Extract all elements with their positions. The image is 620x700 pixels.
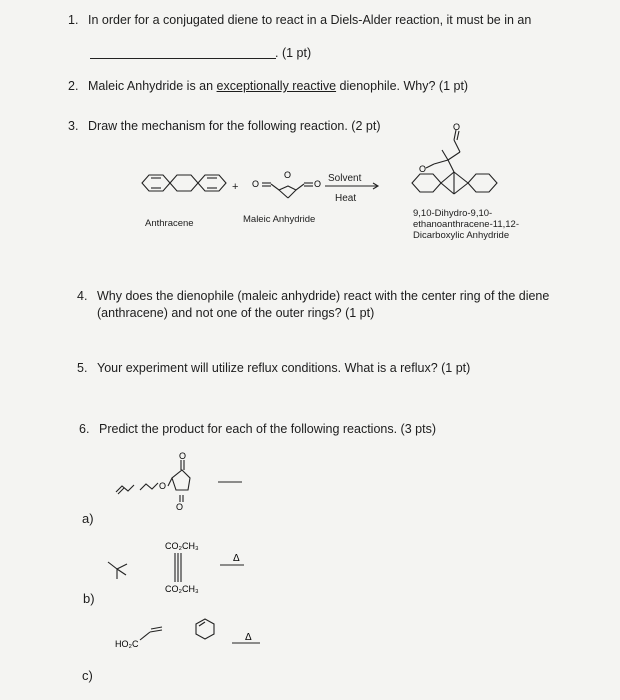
oxygen-label: O — [159, 481, 167, 491]
question-2-text-pre: Maleic Anhydride is an — [88, 79, 217, 93]
question-number: 1. — [68, 13, 79, 27]
oxygen-label: O — [252, 179, 260, 189]
question-4-text-line-1: Why does the dienophile (maleic anhydride) react with the center ring of the diene — [97, 289, 550, 303]
oxygen-label: O — [314, 179, 322, 189]
question-number: 2. — [68, 79, 79, 93]
oxygen-label: O — [176, 502, 184, 512]
question-3-text: Draw the mechanism for the following reaction. (2 pt) — [88, 119, 381, 133]
anthracene-label: Anthracene — [145, 218, 194, 229]
question-5-text: Your experiment will utilize reflux conditions. What is a reflux? (1 pt) — [97, 361, 471, 375]
oxygen-label: O — [179, 451, 187, 461]
product-name-line-3: Dicarboxylic Anhydride — [413, 230, 510, 241]
subpart-a-label: a) — [82, 511, 94, 526]
reaction-b-alkyne — [175, 553, 181, 582]
question-number: 3. — [68, 119, 79, 133]
reaction-a-diene — [116, 483, 158, 494]
plus-sign: + — [232, 181, 239, 193]
reagent-solvent: Solvent — [328, 173, 362, 184]
question-1-points: . (1 pt) — [275, 46, 312, 60]
acid-label: HO₂C — [115, 639, 139, 649]
oxygen-label: O — [284, 170, 292, 180]
reaction-c-cyclohexene — [196, 619, 214, 639]
question-number: 4. — [77, 289, 88, 303]
question-2-emphasis: exceptionally reactive — [216, 79, 337, 93]
reagent-heat: Heat — [335, 193, 357, 204]
question-number: 5. — [77, 361, 88, 375]
maleic-anhydride-label: Maleic Anhydride — [243, 214, 316, 225]
heat-symbol: Δ — [233, 553, 240, 564]
question-number: 6. — [79, 422, 90, 436]
ester-bottom-label: CO₂CH₃ — [165, 584, 199, 594]
ester-top-label: CO₂CH₃ — [165, 541, 199, 551]
question-1-text: In order for a conjugated diene to react in a Diels-Alder reaction, it must be in an — [88, 13, 532, 27]
product-name-line-1: 9,10-Dihydro-9,10- — [413, 208, 493, 219]
question-2-text-post: dienophile. Why? (1 pt) — [336, 79, 469, 93]
reaction-a-dienophile — [168, 460, 190, 502]
oxygen-label: O — [453, 122, 461, 132]
question-6-text: Predict the product for each of the following reactions. (3 pts) — [99, 422, 436, 436]
question-4-text-line-2: (anthracene) and not one of the outer rings? (1 pt) — [97, 306, 375, 320]
product-name-line-2: ethanoanthracene-11,12- — [413, 219, 519, 230]
oxygen-label: O — [419, 164, 427, 174]
subpart-b-label: b) — [83, 591, 95, 606]
heat-symbol: Δ — [245, 632, 252, 643]
reaction-c-acid — [140, 627, 162, 640]
subpart-c-label: c) — [82, 668, 93, 683]
reaction-b-diene — [108, 562, 127, 579]
